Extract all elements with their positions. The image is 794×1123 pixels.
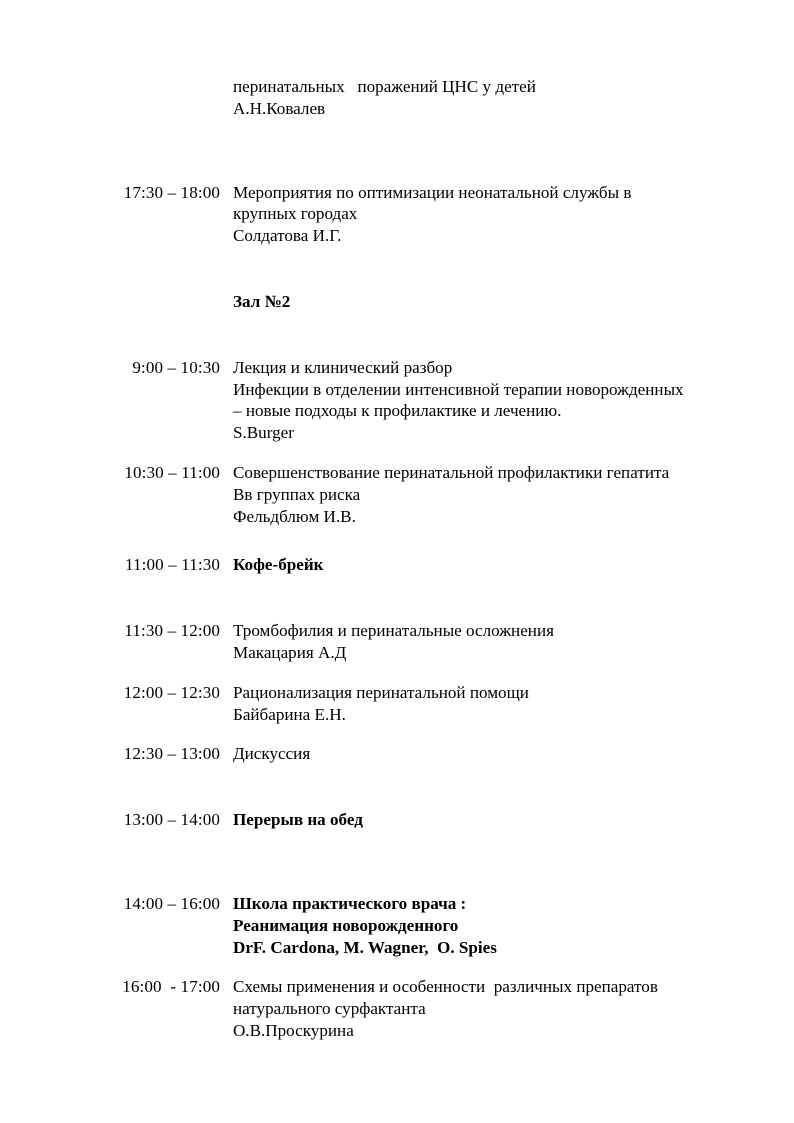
spacer [0,313,794,357]
schedule-row [0,976,794,1041]
entry-title-line: натурального сурфактанта [233,999,426,1019]
section-heading-row [0,291,794,313]
entry-title-line: Кофе-брейк [233,555,324,575]
entry-body [220,182,734,247]
entry-time: 14:00 – 16:00 [123,893,220,913]
entry-title-line: Перерыв на обед [233,810,363,830]
entry-body [220,976,734,1041]
entry-speaker: Макацария А.Д [233,642,347,662]
entry-time: 11:00 – 11:30 [125,555,220,575]
entry-body [220,620,734,664]
schedule-row [0,893,794,958]
entry-title-line: Совершенствование перинатальной профилактики гепатита [233,462,670,482]
entry-title-line: Лекция и клинический разбор [233,357,453,377]
top-margin-spacer [0,0,794,76]
entry-time: 11:30 – 12:00 [124,621,220,641]
hall-heading: Зал №2 [233,291,291,311]
entry-time: 10:30 – 11:00 [124,462,220,482]
entry-time: 17:30 – 18:00 [123,182,220,202]
entry-speaker: Фельдблюм И.В. [233,506,356,526]
schedule-row [0,462,794,527]
entry-body [220,809,734,831]
spacer [0,247,794,291]
spacer [0,958,794,976]
spacer [0,576,794,620]
entry-title-line: Вв группах риска [233,484,361,504]
spacer [0,831,794,893]
entry-time: 9:00 – 10:30 [132,357,220,377]
continued-entry-speaker: А.Н.Ковалев [233,98,326,118]
continued-entry-row [0,76,794,120]
entry-title-line: Рационализация перинатальной помощи [233,682,529,702]
schedule-row [0,809,794,831]
entry-speaker: S.Burger [233,423,294,443]
entry-title-line: крупных городах [233,204,358,224]
entry-speaker: О.В.Проскурина [233,1020,354,1040]
schedule-row [0,682,794,726]
schedule-row [0,182,794,247]
entry-speaker: Байбарина Е.Н. [233,704,346,724]
entry-title-line: Реанимация новорожденного [233,915,459,935]
spacer [0,664,794,682]
entry-title-line: Инфекции в отделении интенсивной терапии новорожденных [233,379,684,399]
schedule-row [0,620,794,664]
spacer [0,725,794,743]
entry-time: 16:00 - 17:00 [122,977,220,997]
schedule-row [0,743,794,765]
entry-title-line: – новые подходы к профилактике и лечению. [233,401,562,421]
entry-body [220,554,734,576]
entry-title-line: Школа практического врача : [233,893,467,913]
spacer [0,765,794,809]
spacer [0,444,794,462]
entry-body [220,743,734,765]
spacer [0,120,794,182]
schedule-row [0,357,794,444]
continued-entry-line: перинатальных поражений ЦНС у детей [233,77,536,96]
entry-body [220,893,734,958]
entry-title-line: Дискуссия [233,744,311,764]
entry-body [220,462,734,527]
entry-speaker: DrF. Cardona, M. Wagner, O. Spies [233,937,497,957]
section-heading-body [220,291,734,313]
entry-body [220,682,734,726]
continued-entry-body [220,76,734,120]
entry-body [220,357,734,444]
schedule-row [0,554,794,576]
spacer [0,527,794,554]
entry-title-line: Мероприятия по оптимизации неонатальной службы в [233,182,632,202]
entry-title-line: Схемы применения и особенности различных препаратов [233,977,658,997]
entry-time: 12:30 – 13:00 [123,744,220,764]
entry-speaker: Солдатова И.Г. [233,226,342,246]
entry-time: 12:00 – 12:30 [123,682,220,702]
entry-title-line: Тромбофилия и перинатальные осложнения [233,621,554,641]
entry-time: 13:00 – 14:00 [123,810,220,830]
